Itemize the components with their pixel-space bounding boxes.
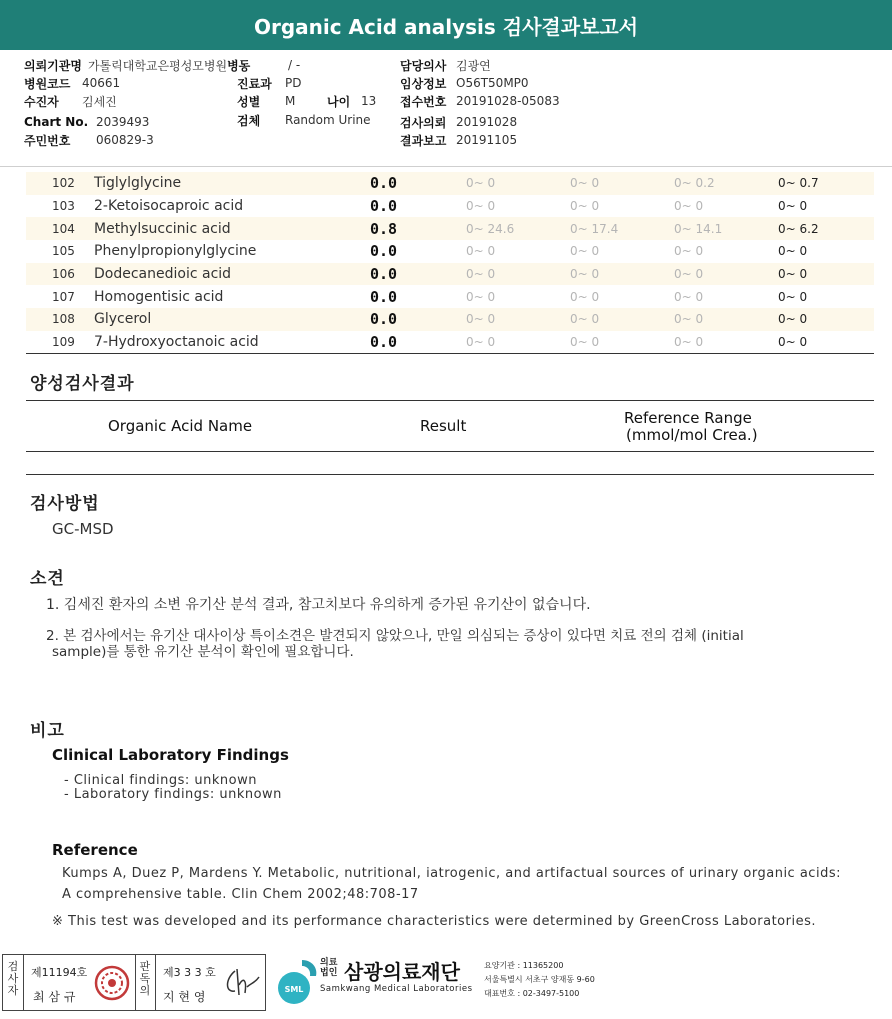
reference-range-3: 0~ 0	[674, 335, 704, 350]
table-row	[26, 308, 874, 331]
table-row	[26, 331, 874, 354]
table-row	[26, 217, 874, 240]
doctor-label: 담당의사	[400, 58, 447, 73]
reference-range-3: 0~ 0	[674, 312, 704, 327]
report-date-value: 20191105	[456, 133, 518, 147]
hospital-code-value: 40661	[82, 76, 121, 90]
reference-line-2: A comprehensive table. Clin Chem 2002;48:708-17	[62, 887, 419, 902]
reference-range-2: 0~ 17.4	[570, 221, 619, 236]
age-label: 나이	[327, 94, 351, 109]
reference-range-1: 0~ 0	[466, 244, 496, 259]
reference-range-2: 0~ 0	[570, 267, 600, 282]
clinical-info-label: 임상정보	[400, 76, 447, 91]
reference-range-1: 0~ 24.6	[466, 221, 515, 236]
ward-label: 병동	[227, 58, 251, 73]
row-number: 108	[52, 312, 75, 327]
reference-range-1: 0~ 0	[466, 289, 496, 304]
org-name: 삼광의료재단	[344, 960, 460, 984]
acid-name: Dodecanedioic acid	[94, 266, 232, 283]
table-row	[26, 263, 874, 286]
result-value: 0.0	[370, 333, 398, 352]
confirmer-signature-icon	[223, 965, 263, 999]
report-title: Organic Acid analysis 검사결과보고서	[0, 0, 892, 50]
row-number: 105	[52, 244, 75, 259]
chart-label: Chart No.	[24, 115, 89, 129]
request-label: 검사의뢰	[400, 115, 447, 130]
results-table	[26, 172, 874, 354]
receipt-value: 20191028-05083	[456, 94, 560, 108]
row-number: 103	[52, 199, 75, 214]
result-value: 0.0	[370, 197, 398, 216]
row-number: 104	[52, 221, 75, 236]
result-value: 0.0	[370, 265, 398, 284]
positive-results-title: 양성검사결과	[30, 374, 135, 394]
reference-range-1: 0~ 0	[466, 176, 496, 191]
reference-range-2: 0~ 0	[570, 289, 600, 304]
col-organic-acid-name: Organic Acid Name	[108, 417, 253, 435]
reference-range-4: 0~ 0.7	[778, 176, 819, 191]
positive-results-bottom-divider	[26, 474, 874, 475]
acid-name: 7-Hydroxyoctanoic acid	[94, 334, 259, 351]
table-row	[26, 240, 874, 263]
acid-name: Phenylpropionylglycine	[94, 243, 257, 260]
samkwang-logo-icon	[272, 956, 320, 1006]
chart-value: 2039493	[96, 115, 150, 129]
result-value: 0.8	[370, 219, 398, 238]
examiner-license: 제11194호	[31, 966, 88, 979]
opinion-title: 소견	[30, 569, 65, 589]
ssn-label: 주민번호	[24, 133, 71, 148]
row-number: 106	[52, 267, 75, 282]
result-value: 0.0	[370, 310, 398, 329]
clinical-findings-title: Clinical Laboratory Findings	[52, 746, 289, 764]
reference-range-1: 0~ 0	[466, 267, 496, 282]
report-footer	[0, 950, 892, 1019]
org-english-name: Samkwang Medical Laboratories	[320, 984, 473, 994]
reference-range-3: 0~ 0	[674, 289, 704, 304]
patient-label: 수진자	[24, 94, 59, 109]
result-value: 0.0	[370, 174, 398, 193]
reference-range-1: 0~ 0	[466, 335, 496, 350]
dept-label: 진료과	[237, 76, 272, 91]
reference-title: Reference	[52, 841, 138, 859]
reference-range-4: 0~ 0	[778, 244, 808, 259]
reference-range-4: 0~ 0	[778, 289, 808, 304]
table-bottom-divider	[26, 353, 874, 354]
reference-range-1: 0~ 0	[466, 312, 496, 327]
examiner-seal-icon	[93, 964, 131, 1002]
examiner-name: 최 삼 규	[33, 990, 76, 1004]
patient-header	[0, 50, 892, 167]
confirmer-name: 지 현 영	[163, 990, 206, 1004]
opinion-line-2: 2. 본 검사에서는 유기산 대사이상 특이소견은 발견되지 않았으나, 만일 의심되는 증상이 있다면 치료 전의 검체 (initial	[46, 628, 744, 644]
opinion-line-1: 1. 김세진 환자의 소변 유기산 분석 결과, 참고치보다 유의하게 증가된 유기산이 없습니다.	[46, 597, 591, 613]
examiner-label: 검사자	[7, 960, 19, 997]
positive-results-header	[26, 400, 874, 452]
row-number: 109	[52, 335, 75, 350]
confirmer-label: 판독의	[139, 960, 151, 997]
reference-range-3: 0~ 0	[674, 244, 704, 259]
test-disclaimer: ※ This test was developed and its performance characteristics were determined by GreenCross Laboratories.	[52, 914, 816, 929]
reference-range-2: 0~ 0	[570, 176, 600, 191]
table-row	[26, 195, 874, 218]
doctor-value: 김광연	[456, 58, 491, 73]
reference-range-4: 0~ 6.2	[778, 221, 819, 236]
institution-label: 의뢰기관명	[24, 58, 82, 73]
acid-name: Methylsuccinic acid	[94, 220, 231, 237]
acid-name: Homogentisic acid	[94, 288, 224, 305]
result-value: 0.0	[370, 242, 398, 261]
sex-label: 성별	[237, 94, 261, 109]
reference-range-2: 0~ 0	[570, 312, 600, 327]
dept-value: PD	[285, 76, 302, 90]
acid-name: 2-Ketoisocaproic acid	[94, 198, 244, 215]
table-row	[26, 285, 874, 308]
remarks-title: 비고	[30, 721, 65, 741]
institution-value: 가톨릭대학교은평성모병원	[87, 58, 228, 73]
method-value: GC-MSD	[52, 520, 114, 538]
col-reference-unit: (mmol/mol Crea.)	[626, 426, 758, 444]
reference-range-3: 0~ 0.2	[674, 176, 715, 191]
reference-range-4: 0~ 0	[778, 312, 808, 327]
org-phone: 대표번호 : 02-3497-5100	[484, 989, 580, 998]
row-number: 102	[52, 176, 75, 191]
reference-range-4: 0~ 0	[778, 335, 808, 350]
org-code: 요양기관 : 11365200	[484, 961, 564, 970]
signature-box	[2, 954, 266, 1011]
clinical-info-value: O56T50MP0	[456, 76, 529, 90]
clinical-findings-1: - Clinical findings: unknown	[64, 773, 257, 788]
sex-value: M	[285, 94, 296, 108]
logo-mark-text: SML	[284, 985, 304, 994]
reference-range-1: 0~ 0	[466, 199, 496, 214]
reference-line-1: Kumps A, Duez P, Mardens Y. Metabolic, nutritional, iatrogenic, and artifactual sources of urinary organic acids:	[62, 866, 841, 881]
reference-range-2: 0~ 0	[570, 199, 600, 214]
report-date-label: 결과보고	[400, 133, 447, 148]
reference-range-3: 0~ 14.1	[674, 221, 723, 236]
ssn-value: 060829-3	[96, 133, 154, 147]
confirmer-license: 제3 3 3 호	[163, 966, 216, 979]
specimen-label: 검체	[237, 113, 261, 128]
reference-range-2: 0~ 0	[570, 244, 600, 259]
reference-range-3: 0~ 0	[674, 199, 704, 214]
reference-range-4: 0~ 0	[778, 267, 808, 282]
method-title: 검사방법	[30, 494, 100, 514]
request-value: 20191028	[456, 115, 518, 129]
table-row	[26, 172, 874, 195]
ward-value: / -	[288, 58, 301, 72]
clinical-findings-2: - Laboratory findings: unknown	[64, 787, 282, 802]
patient-value: 김세진	[82, 94, 117, 109]
age-value: 13	[361, 94, 377, 108]
opinion-line-2-cont: sample)를 통한 유기산 분석이 확인에 필요합니다.	[52, 644, 354, 660]
specimen-value: Random Urine	[285, 113, 371, 127]
org-address: 서울특별시 서초구 양재동 9-60	[484, 975, 595, 984]
col-result: Result	[420, 417, 467, 435]
acid-name: Tiglylglycine	[94, 175, 182, 192]
acid-name: Glycerol	[94, 311, 152, 328]
reference-range-4: 0~ 0	[778, 199, 808, 214]
org-prefix: 의료법인	[320, 958, 338, 978]
col-reference-range: Reference Range	[624, 409, 752, 427]
receipt-label: 접수번호	[400, 94, 447, 109]
result-value: 0.0	[370, 287, 398, 306]
hospital-code-label: 병원코드	[24, 76, 71, 91]
reference-range-2: 0~ 0	[570, 335, 600, 350]
reference-range-3: 0~ 0	[674, 267, 704, 282]
row-number: 107	[52, 289, 75, 304]
